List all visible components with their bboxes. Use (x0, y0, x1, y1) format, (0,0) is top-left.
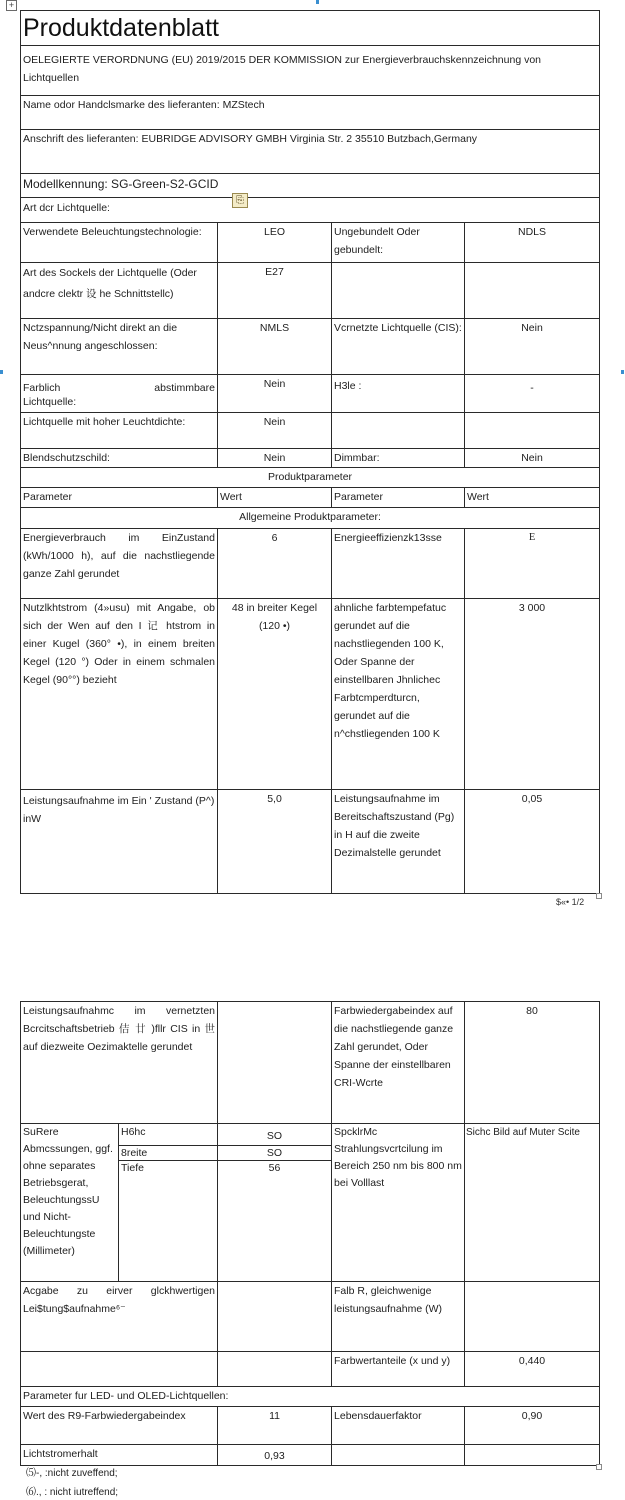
label-cell (332, 413, 465, 449)
label-cell: Blendschutzschild: (21, 449, 218, 468)
section-heading: Parameter fur LED- und OLED-Lichtquellen: (21, 1387, 600, 1407)
dimension-name: H6hc (119, 1124, 218, 1146)
column-header: Wert (218, 488, 332, 508)
section-heading: Allgemeine Produktparameter: (21, 508, 600, 529)
column-header: Parameter (21, 488, 218, 508)
light-source-type: Art dcr Lichtquelle: (21, 198, 600, 223)
label-cell: Lichtquelle mit hoher Leuchtdichte: (21, 413, 218, 449)
value-cell: Nein (465, 449, 600, 468)
value-cell: 0,90 (465, 1407, 600, 1445)
value-cell: 80 (465, 1002, 600, 1124)
label-cell (332, 1445, 465, 1466)
value-cell: Nein (218, 413, 332, 449)
value-cell: NMLS (218, 319, 332, 375)
label-cell: Leistungsaufnahme im Ein ' Zustand (P^) inW (21, 790, 218, 894)
value-cell (218, 1352, 332, 1387)
value-cell: E (465, 529, 600, 599)
label-cell: SpcklrMc Strahlungsvcrtcilung im Bereich 250 nm bis 800 nm bei Volllast (332, 1124, 465, 1282)
dimensions-label: SuRere Abmcssungen, ggf. ohne separates Betriebsgerat, BeleuchtungssU und Nicht-Beleuchtungste (Millimeter) (21, 1124, 119, 1282)
label-word: Lichtquelle: (23, 396, 77, 408)
label-cell: Leistungsaufnahmc im vernetzten Bcrcitschaftsbetrieb 佶 廿 )fllr CIS in 世 auf diezweite Oezimaktelle gerundet (21, 1002, 218, 1124)
ruler-marker (316, 0, 319, 4)
value-cell: - (465, 375, 600, 413)
value-cell: 48 in breiter Kegel (120 •) (218, 599, 332, 790)
paste-options-icon[interactable]: ⎘ (232, 193, 248, 208)
value-cell: 11 (218, 1407, 332, 1445)
column-header: Parameter (332, 488, 465, 508)
dimension-name: Tiefe (119, 1161, 218, 1282)
label-cell: Lebensdauerfaktor (332, 1407, 465, 1445)
value-cell (465, 1282, 600, 1352)
value-cell (465, 263, 600, 319)
label-cell: Falb R, gleichwenige leistungsaufnahme (W) (332, 1282, 465, 1352)
section-heading: Produktparameter (21, 468, 600, 488)
table-resize-handle[interactable] (596, 1464, 602, 1470)
value-cell: NDLS (465, 223, 600, 263)
label-cell: Energieeffizienzk13sse (332, 529, 465, 599)
label-cell: Energieverbrauch im EinZustand (kWh/1000 h), auf die nachstliegende ganze Zahl gerundet (21, 529, 218, 599)
label-cell: Verwendete Beleuchtungstechnologie: (21, 223, 218, 263)
value-cell: E27 (218, 263, 332, 319)
supplier-name: Name odor Handclsmarke des lieferanten: MZStech (21, 96, 600, 130)
model-identifier: Modellkennung: SG-Green-S2-GCID (21, 174, 600, 198)
label-word: abstimmbare (154, 382, 215, 394)
value-cell: Nein (218, 449, 332, 468)
label-cell: Wert des R9-Farbwiedergabeindex (21, 1407, 218, 1445)
value-cell (218, 1282, 332, 1352)
value-cell: 0,440 (465, 1352, 600, 1387)
value-cell (465, 413, 600, 449)
value-cell: 0,05 (465, 790, 600, 894)
label-cell: Vcrnetzte Lichtquelle (CIS): (332, 319, 465, 375)
value-cell: 0,93 (218, 1445, 332, 1466)
label-cell (21, 375, 218, 413)
label-cell: Leistungsaufnahme im Bereitschaftszustand (Pg) in H auf die zweite Dezimalstelle gerundet (332, 790, 465, 894)
product-sheet-table-page-1 (20, 10, 600, 894)
value-cell: 3 000 (465, 599, 600, 790)
label-cell: Lichtstromerhalt (21, 1445, 218, 1466)
page-title: Produktdatenblatt (21, 11, 600, 46)
label-cell: H3le : (332, 375, 465, 413)
ruler-marker (621, 370, 624, 374)
label-word: Farblich (23, 382, 61, 394)
value-cell (218, 1002, 332, 1124)
label-cell: Dimmbar: (332, 449, 465, 468)
footnote: ⑹., : nicht iutreffend; (26, 1487, 119, 1498)
footnote: ⑸-, :nicht zuveffend; (26, 1468, 118, 1479)
table-resize-handle[interactable] (596, 893, 602, 899)
value-cell: Nein (465, 319, 600, 375)
ruler-marker (0, 370, 3, 374)
value-cell: LEO (218, 223, 332, 263)
label-cell (21, 1352, 218, 1387)
value-cell: 6 (218, 529, 332, 599)
label-cell: Farbwiedergabeindex auf die nachstliegende ganze Zahl gerundet, Oder Spanne der einstellbaren CRI-Wcrte (332, 1002, 465, 1124)
label-cell: Nctzspannung/Nicht direkt an die Neus^nnung angeschlossen: (21, 319, 218, 375)
label-cell: Art des Sockels der Lichtquelle (Oder andcre clektr 设 he Schnittstellc) (21, 263, 218, 319)
product-sheet-table-page-2 (20, 1001, 600, 1466)
page-number: $«• 1/2 (556, 897, 585, 907)
dimension-name: 8reite (119, 1146, 218, 1161)
column-header: Wert (465, 488, 600, 508)
value-cell (465, 1445, 600, 1466)
dimension-value: SO (218, 1124, 332, 1146)
table-move-handle-icon[interactable]: + (6, 0, 17, 11)
label-cell: Ungebundelt Oder gebundelt: (332, 223, 465, 263)
label-cell: ahnliche farbtempefatuc gerundet auf die nachstliegenden 100 K, Oder Spanne der einstellbaren Jhnlichec Farbtcmperdturcn, gerundet auf die n^chstliegenden 100 K (332, 599, 465, 790)
value-cell: 5,0 (218, 790, 332, 894)
supplier-address: Anschrift des lieferanten: EUBRIDGE ADVISORY GMBH Virginia Str. 2 35510 Butzbach,Germany (21, 130, 600, 174)
value-cell: Nein (218, 375, 332, 413)
label-cell (332, 263, 465, 319)
dimension-value: 56 (218, 1161, 332, 1282)
regulation-text: OELEGIERTE VERORDNUNG (EU) 2019/2015 DER KOMMISSION zur Energieverbrauchskennzeichnung von Lichtquellen (21, 46, 600, 96)
value-cell: Sichc Bild auf Muter Scite (465, 1124, 600, 1282)
label-cell: Acgabe zu eirver glckhwertigen Lei$tung$aufnahme⁶⁻ (21, 1282, 218, 1352)
label-cell: Nutzlkhtstrom (4»usu) mit Angabe, ob sich der Wen auf den I 记 htstrom in einer Kugel (360° •), in einem breiten Kegel (120 °) Oder in einem schmalen Kegel (90°°) bezieht (21, 599, 218, 790)
label-cell: Farbwertanteile (x und y) (332, 1352, 465, 1387)
dimension-value: SO (218, 1146, 332, 1161)
